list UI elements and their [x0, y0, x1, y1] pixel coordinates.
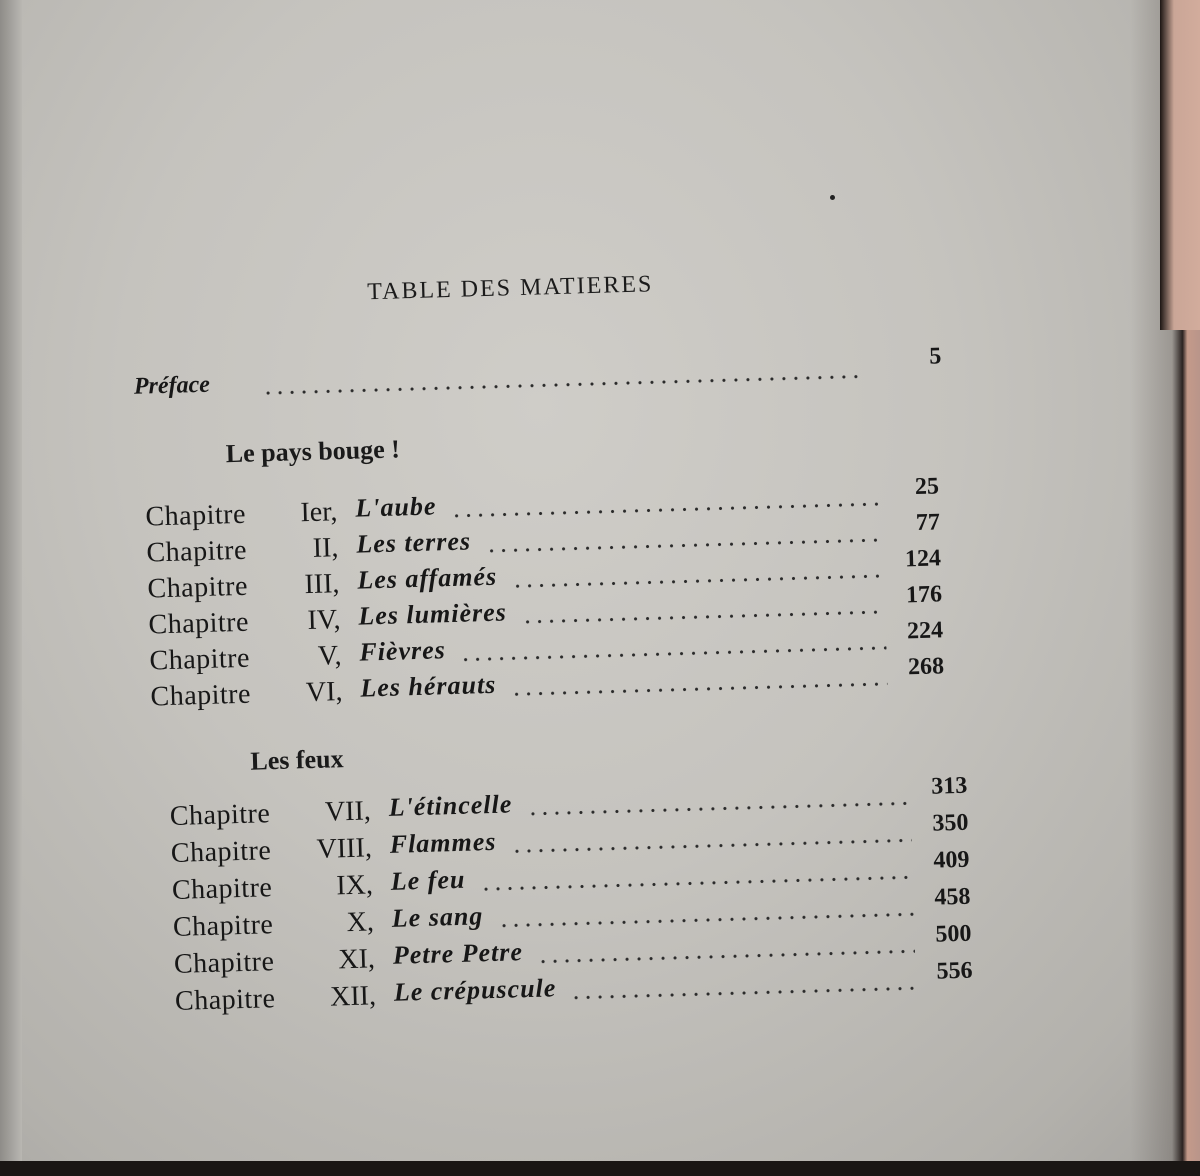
page-number: 556 — [936, 957, 973, 985]
chapter-numeral: VI, — [305, 676, 343, 709]
page-title: TABLE DES MATIERES — [366, 271, 654, 306]
chapter-title: Les terres — [355, 526, 472, 559]
leader-dots — [537, 948, 915, 965]
section-heading: Le pays bouge ! — [225, 434, 401, 469]
chapter-numeral: XI, — [337, 943, 376, 976]
leader-dots — [480, 874, 913, 892]
chapter-word: Chapitre — [146, 534, 248, 569]
chapter-title: Le sang — [391, 901, 484, 933]
leader-dots — [511, 681, 888, 698]
chapter-title: Flammes — [389, 826, 497, 859]
chapter-word: Chapitre — [149, 642, 251, 677]
chapter-title: Le crépuscule — [393, 973, 557, 1007]
chapter-numeral: III, — [304, 568, 340, 601]
chapter-word: Chapitre — [171, 872, 273, 906]
chapter-title: Fièvres — [358, 635, 447, 667]
leader-dots — [498, 911, 914, 929]
page-number: 176 — [905, 581, 943, 609]
chapter-numeral: II, — [312, 532, 339, 564]
chapter-word: Chapitre — [172, 909, 274, 943]
chapter-numeral: XII, — [329, 980, 377, 1013]
chapter-title: Les lumières — [357, 597, 508, 631]
chapter-word: Chapitre — [150, 678, 252, 713]
chapter-word: Chapitre — [174, 983, 276, 1017]
page-number: 409 — [933, 846, 970, 874]
page-number: 350 — [932, 809, 969, 837]
chapter-title: L'aube — [354, 491, 437, 523]
chapter-word: Chapitre — [169, 798, 271, 832]
chapter-title: Les hérauts — [359, 669, 497, 703]
chapter-numeral: Ier, — [300, 496, 338, 529]
leader-dots — [262, 373, 862, 396]
chapter-word: Chapitre — [173, 946, 275, 980]
chapter-numeral: IX, — [335, 869, 374, 902]
page-number: 458 — [934, 883, 971, 911]
preface-label: Préface — [133, 371, 211, 400]
section-heading: Les feux — [249, 744, 344, 776]
chapter-numeral: IV, — [307, 604, 341, 637]
page-number: 313 — [930, 772, 968, 800]
leader-dots — [527, 800, 911, 817]
chapter-word: Chapitre — [170, 835, 272, 869]
chapter-title: Le feu — [390, 864, 466, 896]
chapter-word: Chapitre — [147, 570, 249, 605]
page-number: 77 — [915, 509, 941, 537]
chapter-word: Chapitre — [145, 498, 247, 533]
chapter-numeral: V, — [317, 640, 342, 672]
page-number: 25 — [914, 473, 940, 501]
leader-dots — [570, 985, 916, 1001]
page-number: 268 — [907, 653, 945, 681]
page-number: 124 — [904, 545, 942, 573]
chapter-title: Petre Petre — [392, 937, 524, 970]
leader-dots — [460, 645, 887, 663]
chapter-title: L'étincelle — [388, 789, 513, 822]
leader-dots — [512, 573, 885, 589]
leader-dots — [451, 501, 883, 519]
chapter-numeral: X, — [346, 906, 375, 939]
preface-row — [0, 344, 1194, 413]
chapter-numeral: VIII, — [316, 832, 373, 865]
page-number: 224 — [906, 617, 944, 645]
page-number: 500 — [935, 920, 972, 948]
leader-dots — [486, 537, 884, 554]
chapter-title: Les affamés — [356, 561, 498, 595]
leader-dots — [522, 609, 886, 625]
leader-dots — [511, 837, 912, 854]
page-number: 5 — [928, 343, 942, 370]
chapter-word: Chapitre — [148, 606, 250, 641]
chapter-numeral: VII, — [324, 795, 372, 828]
